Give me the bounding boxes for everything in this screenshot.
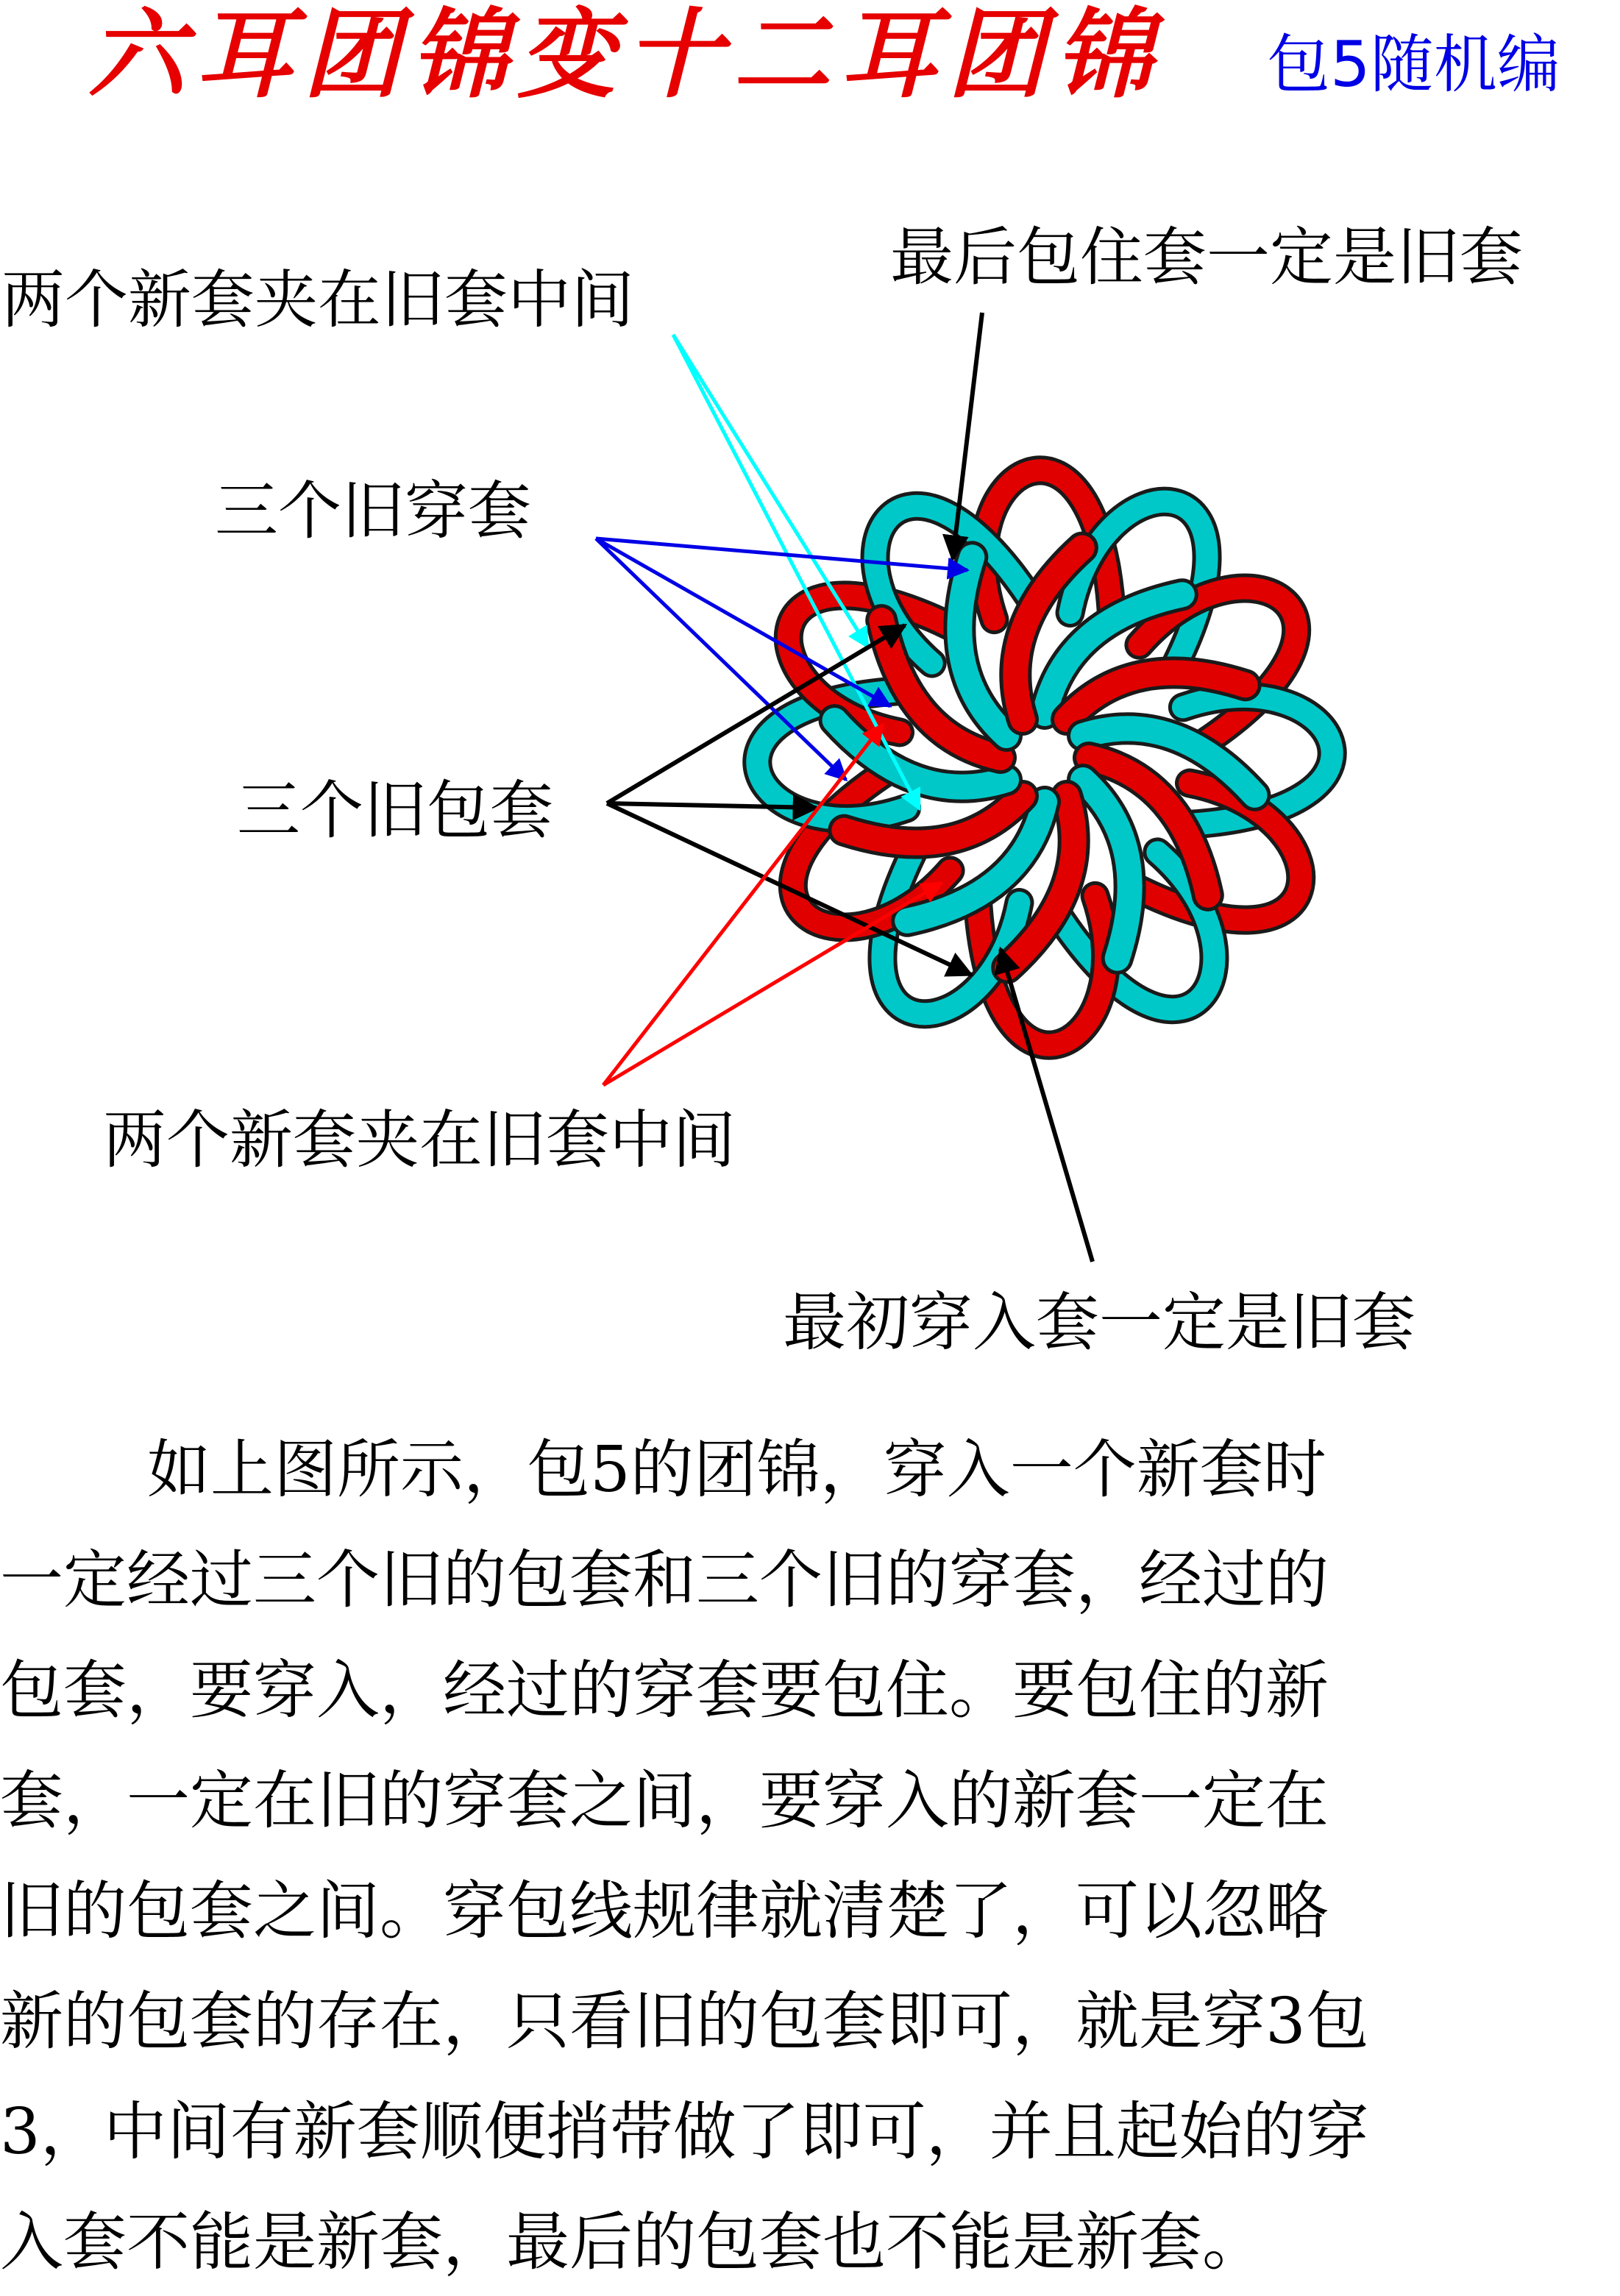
paragraph-line: 旧的包套之间。穿包线规律就清楚了，可以忽略 xyxy=(0,1874,1329,1948)
label-new-loops-top: 两个新套夹在旧套中间 xyxy=(1,263,634,337)
arrow-first-pass xyxy=(1001,949,1093,1262)
paragraph-line: 如上图所示，包5的团锦，穿入一个新套时 xyxy=(147,1433,1326,1507)
label-new-loops-bottom: 两个新套夹在旧套中间 xyxy=(103,1103,736,1177)
label-three-old-pass: 三个旧穿套 xyxy=(215,475,531,548)
page-title: 六耳团锦变十二耳团锦 xyxy=(88,0,1162,112)
paragraph-line: 包套，要穿入，经过的穿套要包住。要包住的新 xyxy=(0,1654,1329,1727)
paragraph-line: 一定经过三个旧的包套和三个旧的穿套，经过的 xyxy=(0,1543,1329,1617)
label-last-wrap: 最后包住套一定是旧套 xyxy=(890,221,1523,294)
label-three-old-wrap: 三个旧包套 xyxy=(237,774,553,847)
paragraph-line: 3，中间有新套顺便捎带做了即可，并且起始的穿 xyxy=(0,2095,1369,2169)
page-subtitle: 包5随机编 xyxy=(1267,28,1560,102)
label-first-pass: 最初穿入套一定是旧套 xyxy=(783,1286,1415,1360)
outer-ear-loops xyxy=(757,470,1332,1045)
paragraph-line: 入套不能是新套，最后的包套也不能是新套。 xyxy=(0,2206,1265,2279)
paragraph-line: 新的包套的存在，只看旧的包套即可，就是穿3包 xyxy=(0,1985,1369,2058)
paragraph-line: 套，一定在旧的穿套之间，要穿入的新套一定在 xyxy=(0,1764,1329,1838)
